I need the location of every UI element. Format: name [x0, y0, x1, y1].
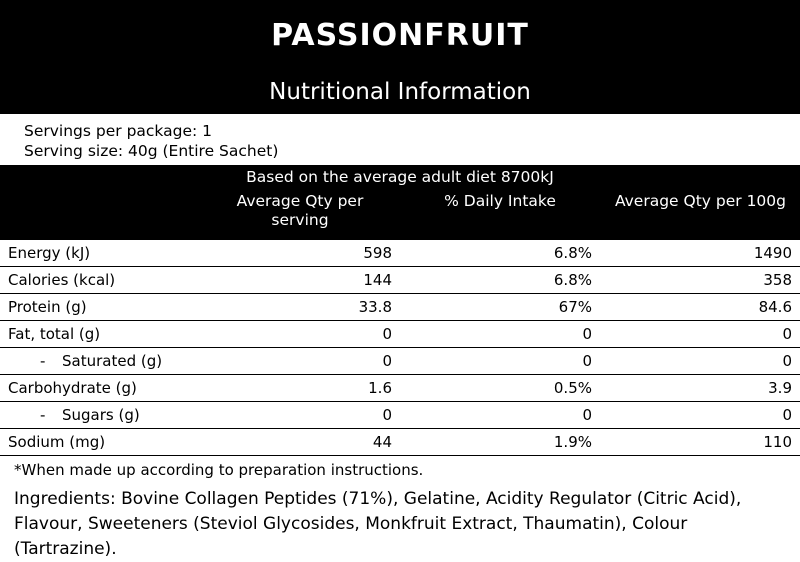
diet-basis-row — [0, 165, 800, 190]
column-header-daily-intake: % Daily Intake — [400, 190, 600, 240]
daily-intake-cell: 67% — [400, 294, 600, 321]
table-row — [0, 321, 800, 348]
sub-nutrient-dash: - — [40, 405, 46, 424]
per-serving-cell: 0 — [200, 348, 400, 375]
nutrition-table-body — [0, 240, 800, 456]
per-serving-cell: 1.6 — [200, 375, 400, 402]
nutrient-name-cell: Carbohydrate (g) — [0, 375, 200, 402]
nutrient-name-cell: - Saturated (g) — [0, 348, 200, 375]
column-header-per-100g: Average Qty per 100g — [600, 190, 800, 240]
nutrient-name-cell: Calories (kcal) — [0, 267, 200, 294]
table-row — [0, 375, 800, 402]
per-serving-cell: 0 — [200, 402, 400, 429]
ingredients-label: Ingredients — [14, 489, 110, 509]
per-serving-cell: 144 — [200, 267, 400, 294]
daily-intake-cell: 0 — [400, 402, 600, 429]
column-header-nutrient — [0, 190, 200, 240]
column-header-per-serving: Average Qty per serving — [200, 190, 400, 240]
page-title: PASSIONFRUIT — [271, 17, 529, 53]
nutrition-table-head — [0, 165, 800, 240]
per-100g-cell: 1490 — [600, 240, 800, 267]
nutrient-name-cell: Sodium (mg) — [0, 429, 200, 456]
ingredients-text: Bovine Collagen Peptides (71%), Gelatine, Acidity Regulator (Citric Acid), Flavour, Sweeteners (Steviol Glycosides, Monkfruit Extract, Thaumatin), Colour (Tartrazine). — [14, 489, 742, 559]
serving-size: Serving size: 40g (Entire Sachet) — [24, 142, 279, 160]
table-row — [0, 294, 800, 321]
per-serving-cell: 33.8 — [200, 294, 400, 321]
daily-intake-cell: 6.8% — [400, 267, 600, 294]
preparation-footnote: *When made up according to preparation instructions. — [14, 461, 424, 479]
per-100g-cell: 358 — [600, 267, 800, 294]
table-row — [0, 240, 800, 267]
daily-intake-cell: 1.9% — [400, 429, 600, 456]
diet-basis-label: Based on the average adult diet 8700kJ — [0, 165, 800, 190]
per-serving-cell: 598 — [200, 240, 400, 267]
servings-block — [0, 114, 800, 165]
ingredients-separator: : — [109, 489, 122, 509]
nutrient-name-cell: Protein (g) — [0, 294, 200, 321]
nutrient-name-cell: Fat, total (g) — [0, 321, 200, 348]
daily-intake-cell: 0 — [400, 348, 600, 375]
section-subtitle: Nutritional Information — [269, 79, 531, 105]
table-row — [0, 402, 800, 429]
ingredients-block — [0, 481, 800, 562]
table-row — [0, 348, 800, 375]
per-100g-cell: 0 — [600, 348, 800, 375]
column-header-row — [0, 190, 800, 240]
daily-intake-cell: 0.5% — [400, 375, 600, 402]
per-100g-cell: 110 — [600, 429, 800, 456]
sub-nutrient-dash: - — [40, 351, 46, 370]
table-row — [0, 267, 800, 294]
per-100g-cell: 0 — [600, 402, 800, 429]
daily-intake-cell: 0 — [400, 321, 600, 348]
daily-intake-cell: 6.8% — [400, 240, 600, 267]
nutrition-table — [0, 165, 800, 456]
nutrient-name-cell: - Sugars (g) — [0, 402, 200, 429]
table-row — [0, 429, 800, 456]
nutrition-subtitle-bar — [0, 70, 800, 114]
nutrient-name-cell: Energy (kJ) — [0, 240, 200, 267]
per-serving-cell: 44 — [200, 429, 400, 456]
per-100g-cell: 0 — [600, 321, 800, 348]
per-100g-cell: 84.6 — [600, 294, 800, 321]
per-100g-cell: 3.9 — [600, 375, 800, 402]
product-title-bar — [0, 0, 800, 70]
per-serving-cell: 0 — [200, 321, 400, 348]
servings-per-package: Servings per package: 1 — [24, 122, 213, 140]
